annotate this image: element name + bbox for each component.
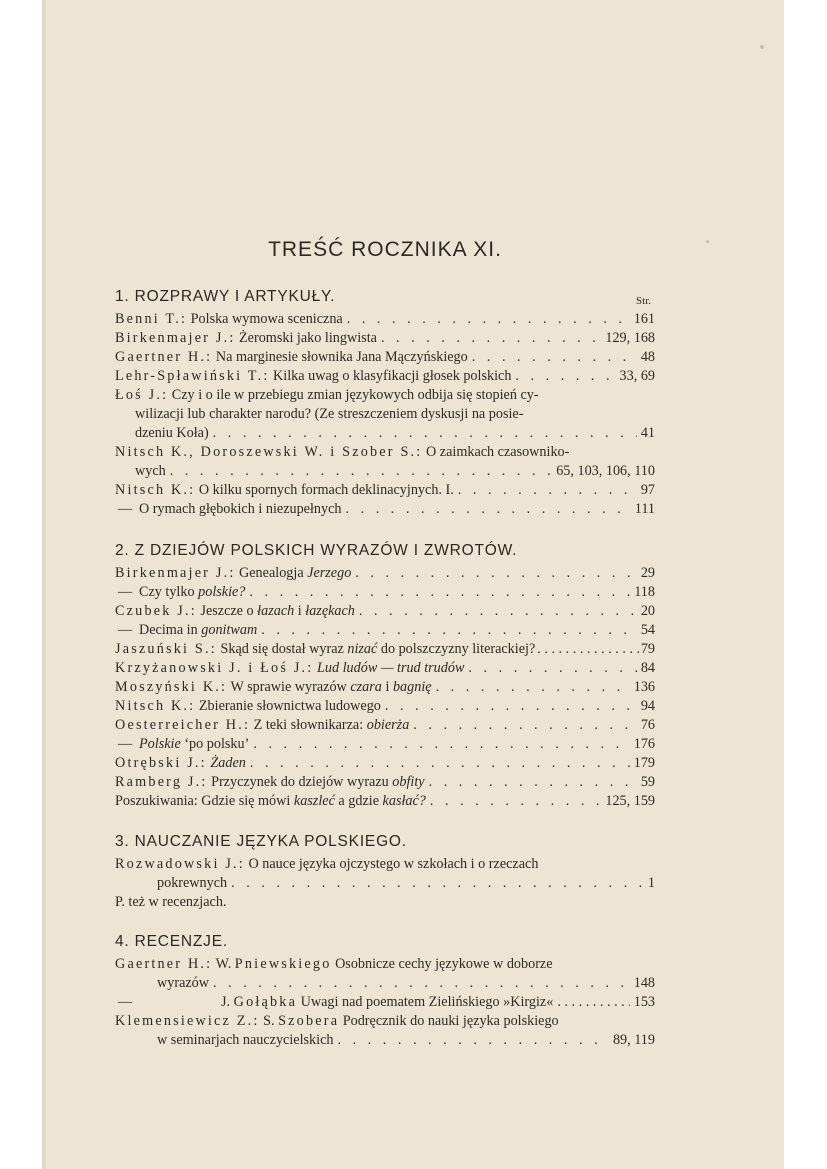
entry-word: gonitwam — [201, 622, 258, 638]
section-heading — [115, 829, 655, 855]
entry-title: Polska wymowa sceniczna — [190, 311, 343, 327]
section-nauczanie — [115, 829, 655, 912]
entry-title: O nauce języka ojczystego w szkołach i o rzeczach — [248, 856, 539, 872]
entry-pages: 89, 119 — [612, 1032, 655, 1048]
entry-word: łazękach — [305, 603, 355, 619]
section-heading — [115, 929, 655, 955]
list-item — [115, 602, 655, 621]
list-item — [115, 1012, 655, 1050]
section-rozprawy — [115, 284, 655, 519]
entry-author: Oesterreicher H.: — [115, 717, 251, 733]
entry-pages: 136 — [633, 679, 655, 695]
entry-title: O kilku spornych formach deklinacyjnych. I. — [198, 482, 454, 498]
entry-title-continued: wyrazów — [157, 975, 209, 991]
list-item — [115, 640, 655, 659]
entry-title: W sprawie wyrazów — [230, 679, 347, 695]
entry-author: Moszyński K.: — [115, 679, 228, 695]
entry-author: Nitsch K., Doroszewski W. i Szober S.: — [115, 444, 423, 460]
list-item — [115, 310, 655, 329]
entry-author: Birkenmajer J.: — [115, 330, 236, 346]
entry-word: kasłać? — [382, 793, 426, 809]
page-title: TREŚĆ ROCZNIKA XI. — [268, 238, 502, 261]
entry-title-continued: pokrewnych — [157, 875, 228, 891]
page-edge — [42, 0, 46, 1169]
list-item — [115, 716, 655, 735]
entry-pages: 54 — [640, 622, 655, 638]
entry-title: W. — [215, 956, 232, 972]
entry-title-continued: wilizacji lub charakter narodu? (Ze streszczeniem dyskusji na posie- — [135, 406, 524, 422]
entry-word: łazach — [257, 603, 295, 619]
section-heading-text: 1. ROZPRAWY I ARTYKUŁY. — [115, 288, 336, 305]
entry-author: Gaertner H.: — [115, 956, 213, 972]
entry-note: P. też w recenzjach. — [115, 894, 227, 910]
entry-pages: 65, 103, 106, 110 — [556, 463, 655, 479]
entry-word: obierża — [366, 717, 410, 733]
entry-title: Z teki słownikarza: — [253, 717, 364, 733]
list-item — [115, 481, 655, 500]
ditto-dash: — — [117, 584, 133, 600]
list-item — [115, 955, 655, 993]
entry-label: Poszukiwania: — [115, 793, 198, 809]
entry-pages: 179 — [633, 755, 655, 771]
entry-author: Otrębski J.: — [115, 755, 207, 771]
section-heading — [115, 284, 655, 310]
entry-word: Lud ludów — trud trudów — [316, 660, 465, 676]
list-item — [115, 754, 655, 773]
entry-pages: 118 — [634, 584, 655, 600]
section-heading-text: 4. RECENZJE. — [115, 933, 228, 950]
entry-author: Czubek J.: — [115, 603, 197, 619]
entry-title-continued: wych — [135, 463, 166, 479]
ditto-dash: — — [117, 994, 133, 1010]
entry-title: Czy tylko — [139, 584, 195, 600]
entry-title: Podręcznik do nauki języka polskiego — [342, 1013, 559, 1029]
entry-pages: 29 — [640, 565, 655, 581]
entry-title: a gdzie — [338, 793, 379, 809]
section-recenzje — [115, 929, 655, 1050]
entry-pages: 94 — [640, 698, 655, 714]
entry-pages: 33, 69 — [619, 368, 655, 384]
entry-pages: 153 — [633, 994, 655, 1010]
entry-pages: 84 — [640, 660, 655, 676]
list-item — [115, 792, 655, 811]
entry-title: ‘po polsku’ — [184, 736, 250, 752]
entry-title: Na marginesie słownika Jana Mączyńskiego — [215, 349, 468, 365]
paper-spot — [706, 240, 709, 243]
list-item — [115, 348, 655, 367]
entry-title: O rymach głębokich i niezupełnych — [139, 501, 342, 517]
section-dzieje-wyrazow — [115, 538, 655, 811]
entry-pages: 176 — [633, 736, 655, 752]
entry-title: Czy i o ile w przebiegu zmian językowych odbija się stopień cy- — [171, 387, 539, 403]
entry-pages: 125, 159 — [605, 793, 655, 809]
ditto-dash: — — [117, 501, 133, 517]
list-item — [115, 893, 655, 912]
list-item — [115, 993, 655, 1012]
entry-author: Krzyżanowski J. i Łoś J.: — [115, 660, 314, 676]
list-item — [115, 367, 655, 386]
list-item — [115, 443, 655, 481]
entry-pages: 111 — [634, 501, 655, 517]
paper-spot — [760, 45, 764, 49]
entry-title-continued: dzeniu Koła) — [135, 425, 209, 441]
entry-author: Rozwadowski J.: — [115, 856, 245, 872]
entry-author: Łoś J.: — [115, 387, 169, 403]
entry-word: bagnię — [392, 679, 432, 695]
entry-author: Jaszuński S.: — [115, 641, 217, 657]
entry-author: Ramberg J.: — [115, 774, 208, 790]
entry-title: i — [297, 603, 302, 619]
entry-word: polskie? — [198, 584, 246, 600]
entry-title: Jeszcze o — [200, 603, 254, 619]
entry-word: czara — [350, 679, 382, 695]
entry-title: Żeromski jako lingwista — [239, 330, 377, 346]
entry-title: Uwagi nad poematem Zielińskiego »Kirgiz« — [300, 994, 554, 1010]
entry-pages: 79 — [640, 641, 655, 657]
entry-word: Jerzego — [307, 565, 352, 581]
entry-title: Osobnicze cechy językowe w doborze — [335, 956, 553, 972]
entry-title: S. — [263, 1013, 275, 1029]
list-item — [115, 697, 655, 716]
entry-author: Klemensiewicz Z.: — [115, 1013, 260, 1029]
entry-pages: 41 — [640, 425, 655, 441]
entry-title: Przyczynek do dziejów wyrazu — [211, 774, 389, 790]
ditto-dash: — — [117, 736, 133, 752]
entry-title-continued: w seminarjach nauczycielskich — [157, 1032, 334, 1048]
list-item — [115, 583, 655, 602]
section-heading — [115, 538, 655, 564]
list-item — [115, 329, 655, 348]
entry-title: Decima in — [139, 622, 198, 638]
entry-pages: 1 — [647, 875, 655, 891]
entry-reviewed-author: Pniewskiego — [234, 956, 332, 972]
entry-title: Skąd się dostał wyraz — [220, 641, 344, 657]
list-item — [115, 500, 655, 519]
entry-author: Gaertner H.: — [115, 349, 213, 365]
list-item — [115, 773, 655, 792]
entry-title: i — [385, 679, 390, 695]
entry-author: Birkenmajer J.: — [115, 565, 236, 581]
entry-author: Lehr-Spławiński T.: — [115, 368, 270, 384]
entry-reviewed-author: Szobera — [278, 1013, 340, 1029]
entry-title: O zaimkach czasowniko- — [425, 444, 570, 460]
entry-title: do polszczyzny literackiej? — [380, 641, 536, 657]
section-heading-text: 2. Z DZIEJÓW POLSKICH WYRAZÓW I ZWROTÓW. — [115, 542, 518, 559]
entry-pages: 161 — [633, 311, 655, 327]
list-item — [115, 735, 655, 754]
list-item — [115, 855, 655, 893]
entry-author: Nitsch K.: — [115, 698, 196, 714]
page-column-label: Str. — [636, 295, 651, 307]
entry-pages: 48 — [640, 349, 655, 365]
entry-word: Polskie — [139, 736, 181, 752]
entry-pages: 148 — [633, 975, 655, 991]
entry-pages: 97 — [640, 482, 655, 498]
entry-author: Benni T.: — [115, 311, 188, 327]
entry-reviewed-author: Gołąbka — [233, 994, 298, 1010]
list-item — [115, 678, 655, 697]
entry-title: Gdzie się mówi — [201, 793, 291, 809]
entry-word: kaszleć — [293, 793, 335, 809]
ditto-dash: — — [117, 622, 133, 638]
section-heading-text: 3. NAUCZANIE JĘZYKA POLSKIEGO. — [115, 833, 407, 850]
entry-word: Żaden — [210, 755, 246, 771]
entry-word: nizać — [347, 641, 378, 657]
entry-word: obfity — [392, 774, 425, 790]
entry-title: J. — [221, 994, 231, 1010]
entry-pages: 129, 168 — [605, 330, 655, 346]
entry-pages: 59 — [640, 774, 655, 790]
list-item — [115, 659, 655, 678]
entry-pages: 20 — [640, 603, 655, 619]
entry-pages: 76 — [640, 717, 655, 733]
entry-title: Zbieranie słownictwa ludowego — [198, 698, 381, 714]
list-item — [115, 386, 655, 443]
list-item — [115, 621, 655, 640]
entry-title: Kilka uwag o klasyfikacji głosek polskich — [273, 368, 512, 384]
entry-author: Nitsch K.: — [115, 482, 196, 498]
entry-title: Genealogja — [239, 565, 304, 581]
list-item — [115, 564, 655, 583]
